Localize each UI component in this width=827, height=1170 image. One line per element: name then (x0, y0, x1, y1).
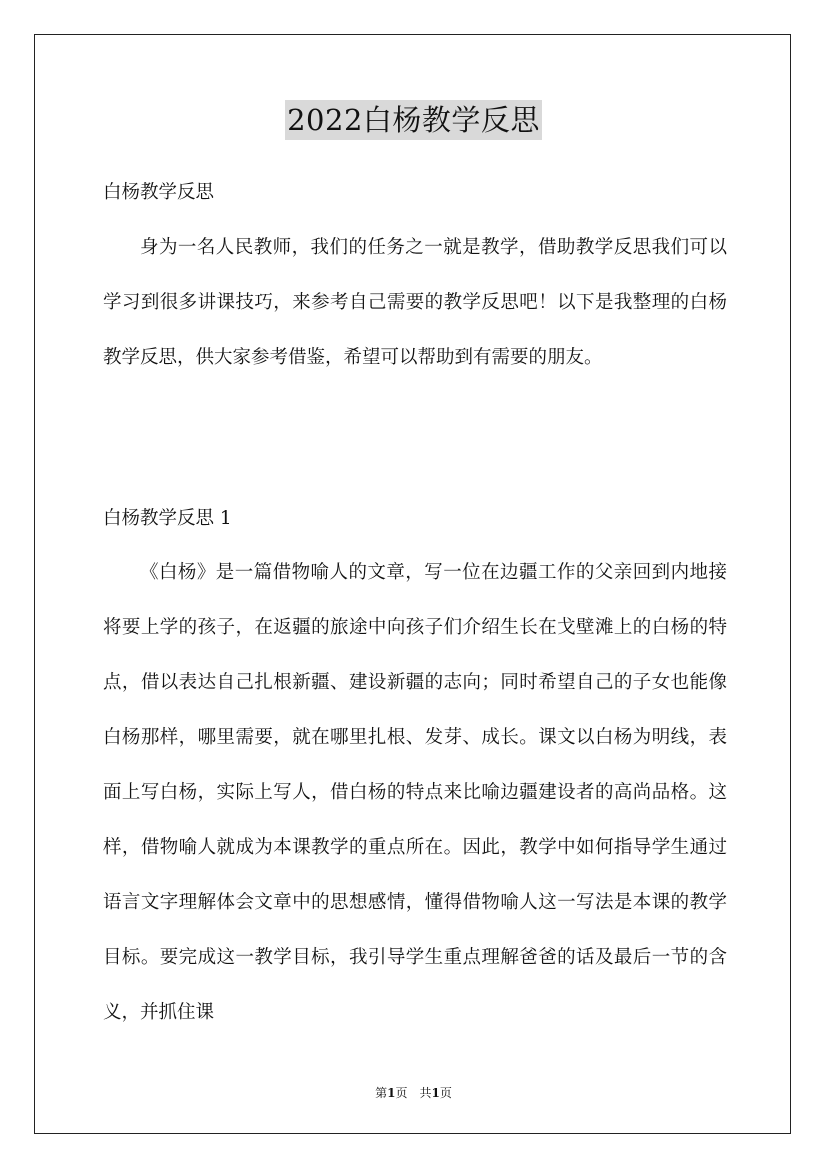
footer-total-pages: 1 (431, 1086, 440, 1100)
title-container (0, 100, 827, 140)
footer-current-page: 1 (387, 1086, 396, 1100)
page-footer (0, 1085, 827, 1101)
section-1-heading: 白杨教学反思 1 (103, 508, 232, 529)
footer-prefix: 第 (375, 1086, 388, 1100)
intro-heading: 白杨教学反思 (103, 182, 215, 203)
intro-paragraph: 身为一名人民教师，我们的任务之一就是教学，借助教学反思我们可以学习到很多讲课技巧，来参考自己需要的教学反思吧！以下是我整理的白杨教学反思，供大家参考借鉴，希望可以帮助到有需要的朋友。 (103, 237, 727, 368)
footer-middle: 页 共 (395, 1086, 432, 1100)
document-title: 2022白杨教学反思 (285, 100, 542, 140)
footer-suffix: 页 (439, 1086, 452, 1100)
section-1-paragraph: 《白杨》是一篇借物喻人的文章，写一位在边疆工作的父亲回到内地接将要上学的孩子，在返疆的旅途中向孩子们介绍生长在戈壁滩上的白杨的特点，借以表达自己扎根新疆、建设新疆的志向；同时希望自己的子女也能像白杨那样，哪里需要，就在哪里扎根、发芽、成长。课文以白杨为明线，表面上写白杨，实际上写人，借白杨的特点来比喻边疆建设者的高尚品格。这样，借物喻人就成为本课教学的重点所在。因此，教学中如何指导学生通过语言文字理解体会文章中的思想感情，懂得借物喻人这一写法是本课的教学目标。要完成这一教学目标，我引导学生重点理解爸爸的话及最后一节的含义，并抓住课 (103, 562, 727, 1023)
